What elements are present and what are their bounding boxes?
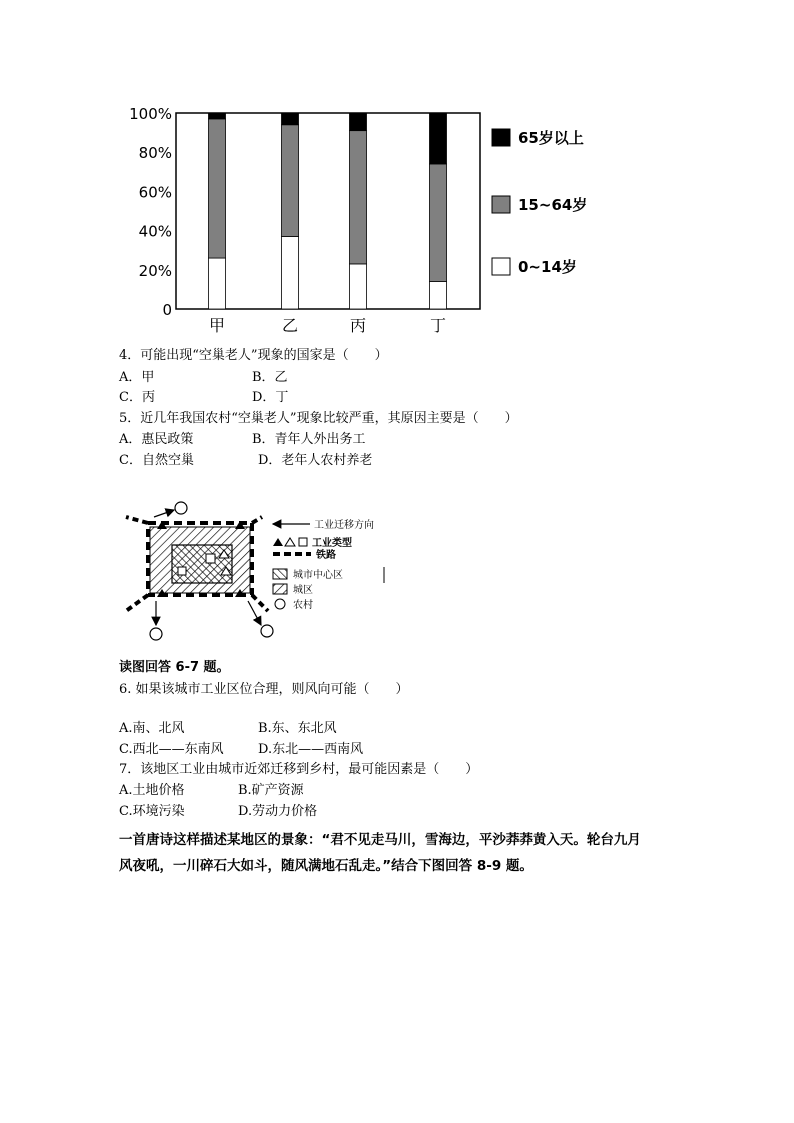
bar-segment [282, 113, 299, 125]
bar-segment [282, 236, 299, 309]
railway-sw [126, 595, 148, 611]
y-tick-label: 100% [129, 105, 172, 123]
bar-segment [430, 282, 447, 309]
bar-segment [350, 113, 367, 131]
poem-line-1: 一首唐诗这样描述某地区的景象：“君不见走马川，雪海边，平沙莽莽黄入天。轮台九月 [119, 832, 641, 848]
industry-migration-map [118, 495, 418, 645]
q5-option-a[interactable]: A．惠民政策 [119, 432, 194, 447]
poem-line-2: 风夜吼，一川碎石大如斗，随风满地石乱走。”结合下图回答 8-9 题。 [119, 858, 533, 874]
q4-stem: 4．可能出现“空巢老人”现象的国家是（ ） [119, 348, 388, 363]
q4-option-c[interactable]: C．丙 [119, 390, 155, 405]
q7-option-d[interactable]: D.劳动力价格 [238, 804, 318, 819]
q6-option-c[interactable]: C.西北——东南风 [119, 742, 224, 757]
chart-legend [492, 129, 587, 276]
industry-square-inner-2 [206, 554, 215, 563]
y-tick-label: 20% [138, 261, 172, 280]
railway-nw [126, 517, 148, 523]
chart-axis [129, 105, 480, 335]
legend-triangle-open-icon [285, 538, 295, 546]
y-tick-label: 40% [138, 222, 172, 241]
legend-village-label: 农村 [293, 600, 313, 611]
railway-se [252, 595, 268, 611]
bar-segment [430, 113, 447, 164]
legend-swatch [492, 196, 510, 213]
q5-stem: 5．近几年我国农村“空巢老人”现象比较严重，其原因主要是（ ） [119, 411, 518, 426]
q7-option-a[interactable]: A.土地价格 [119, 783, 185, 798]
industry-square-inner-1 [178, 567, 186, 575]
x-category-label: 甲 [208, 316, 226, 335]
village-n [175, 502, 187, 514]
legend-swatch [492, 258, 510, 275]
legend-industry-label: 工业类型 [312, 538, 352, 549]
y-tick-label: 60% [138, 183, 172, 202]
village-se [261, 625, 273, 637]
legend-square-icon [299, 538, 307, 546]
x-category-label: 丁 [429, 316, 447, 335]
q6-stem: 6. 如果该城市工业区位合理，则风向可能（ ） [119, 682, 409, 697]
q6-option-b[interactable]: B.东、东北风 [258, 721, 337, 736]
legend-label: 65岁以上 [518, 129, 584, 147]
legend-urban-label: 城区 [293, 585, 313, 596]
bar-segment [209, 119, 226, 258]
q4-option-a[interactable]: A．甲 [119, 370, 155, 385]
railway-ne [252, 517, 262, 523]
q5-option-c[interactable]: C．自然空巢 [119, 453, 194, 468]
x-category-label: 丙 [349, 316, 367, 335]
chart-bars [209, 113, 447, 309]
q5-option-d[interactable]: D．老年人农村养老 [258, 453, 373, 468]
bar-segment [209, 113, 226, 119]
bar-segment [430, 164, 447, 282]
q4-option-b[interactable]: B．乙 [252, 370, 288, 385]
bar-segment [282, 125, 299, 237]
legend-label: 0~14岁 [518, 258, 577, 276]
village-s [150, 628, 162, 640]
bar-segment [350, 131, 367, 264]
legend-center-label: 城市中心区 [293, 570, 343, 581]
legend-label: 15~64岁 [518, 196, 588, 214]
x-category-label: 乙 [281, 316, 299, 335]
q4-option-d[interactable]: D．丁 [252, 390, 289, 405]
y-tick-label: 80% [138, 144, 172, 163]
y-tick-label: 0 [162, 301, 172, 319]
q5-option-b[interactable]: B．青年人外出务工 [252, 432, 366, 447]
legend-swatch [492, 129, 510, 146]
q7-option-b[interactable]: B.矿产资源 [238, 783, 304, 798]
legend-center-icon [273, 569, 287, 579]
legend-urban-icon [273, 584, 287, 594]
legend-triangle-filled-icon [273, 538, 283, 546]
bar-segment [350, 264, 367, 309]
legend-direction-label: 工业迁移方向 [314, 520, 374, 531]
migration-arrow-n [154, 510, 174, 517]
q6-option-d[interactable]: D.东北——西南风 [258, 742, 364, 757]
population-age-chart [120, 95, 620, 345]
legend-railway-label: 铁路 [316, 550, 336, 561]
bar-segment [209, 258, 226, 309]
q7-option-c[interactable]: C.环境污染 [119, 804, 185, 819]
legend-village-icon [275, 599, 285, 609]
q6-option-a[interactable]: A.南、北风 [119, 721, 185, 736]
intro-6-7: 读图回答 6-7 题。 [119, 660, 230, 675]
q7-stem: 7．该地区工业由城市近郊迁移到乡村，最可能因素是（ ） [119, 762, 479, 777]
